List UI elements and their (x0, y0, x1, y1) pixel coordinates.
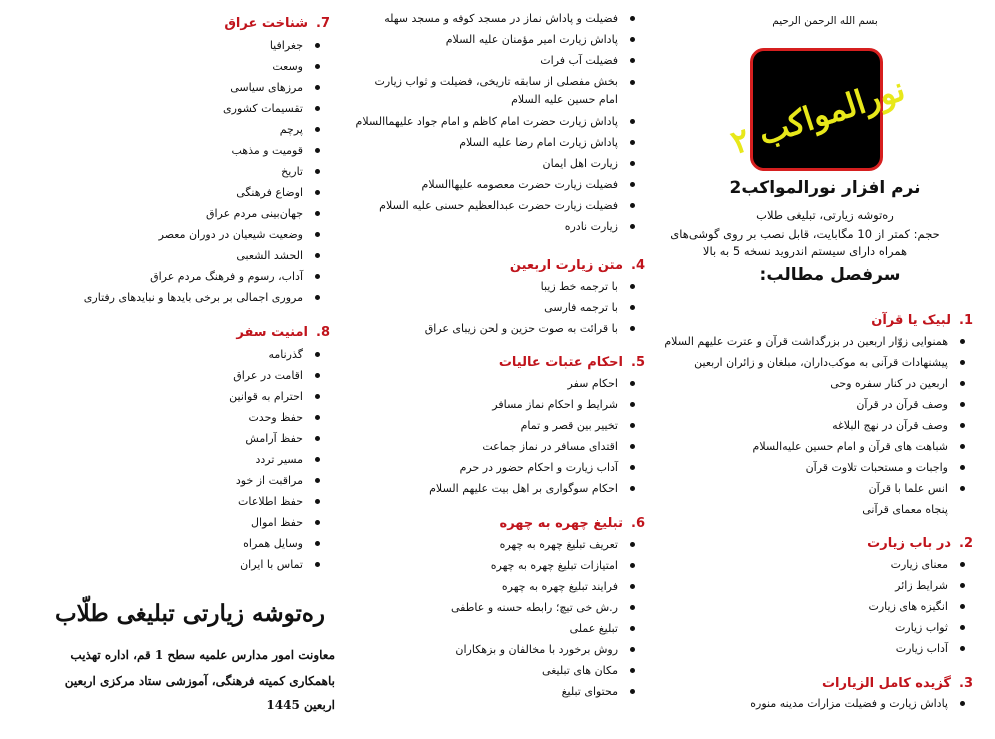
list-item: پاداش زیارت و فضیلت مزارات مدینه منوره (650, 693, 970, 714)
list-item: حفظ اطلاعات (125, 491, 325, 512)
list-item: وصف قرآن در قرآن (650, 394, 970, 415)
list-item: روش برخورد با مخالفان و بزهکاران (355, 639, 640, 660)
list-item: پاداش زیارت حضرت امام کاظم و امام جواد علیهماالسلام (355, 111, 640, 132)
list-item: اقامت در عراق (125, 365, 325, 386)
list-item: فضیلت زیارت حضرت معصومه علیهاالسلام (355, 174, 640, 195)
list-item: معنای زیارت (770, 554, 970, 575)
list-item: ثواب زیارت (770, 617, 970, 638)
list-item: با ترجمه خط زیبا (355, 276, 640, 297)
section-3-list-part1 (650, 693, 970, 714)
section-7-list (40, 35, 325, 308)
section-2-label: در باب زیارت (867, 536, 951, 551)
list-item: وسعت (40, 56, 325, 77)
section-2-number: 2. (959, 536, 973, 551)
list-item: مسیر تردد (125, 449, 325, 470)
app-logo (726, 48, 910, 171)
section-4-title (510, 258, 645, 273)
section-7-number: 7. (316, 16, 330, 31)
section-6-list (355, 534, 640, 702)
section-5-list (355, 373, 640, 499)
list-item: زیارت اهل ایمان (355, 153, 640, 174)
list-item: آداب زیارت (770, 638, 970, 659)
footer-title: ره‌توشه زیارتی تبلیغی طلّاب (54, 600, 326, 627)
section-8-label: امنیت سفر (236, 325, 308, 340)
list-item: مروری اجمالی بر برخی بایدها و نبایدهای رفتاری (40, 287, 325, 308)
list-item: آداب زیارت و احکام حضور در حرم (355, 457, 640, 478)
list-item: تماس با ایران (125, 554, 325, 575)
list-item: پرچم (40, 119, 325, 140)
app-subtitle: ره‌توشه زیارتی، تبلیغی طلاب (756, 208, 894, 222)
app-title: نرم افزار نورالمواکب2 (729, 178, 921, 198)
list-item: وسایل همراه (125, 533, 325, 554)
list-item: اربعین در کنار سفره وحی (650, 373, 970, 394)
list-item: مرزهای سیاسی (40, 77, 325, 98)
list-item: پیشنهادات قرآنی به موکب‌داران، مبلغان و زائران اربعین (650, 352, 970, 373)
list-item: گذرنامه (125, 344, 325, 365)
section-3-label: گزیده کامل الزیارات (821, 676, 951, 691)
list-item: با قرائت به صوت حزین و لحن زیبای عراق (355, 318, 640, 339)
list-item: تخییر بین قصر و تمام (355, 415, 640, 436)
list-item: شرایط زائر (770, 575, 970, 596)
section-3-title (822, 676, 973, 691)
section-1-label: لبیک یا قرآن (871, 313, 951, 328)
logo-text: نورالمواکب ۲ (726, 69, 910, 162)
list-item: فضیلت و پاداش نماز در مسجد کوفه و مسجد سهله (355, 8, 640, 29)
section-8-title (236, 325, 330, 340)
list-item: احکام سوگواری بر اهل بیت علیهم السلام (355, 478, 640, 499)
list-item: امتیازات تبلیغ چهره به چهره (355, 555, 640, 576)
logo-graphic (726, 51, 910, 168)
section-8-number: 8. (316, 325, 330, 340)
list-item: قومیت و مذهب (40, 140, 325, 161)
section-6-number: 6. (631, 516, 645, 531)
list-item: فرایند تبلیغ چهره به چهره (355, 576, 640, 597)
list-item: حفظ اموال (125, 512, 325, 533)
section-2-list (770, 554, 970, 659)
bismillah-text: بسم الله الرحمن الرحیم (772, 15, 878, 27)
list-item: تقسیمات کشوری (40, 98, 325, 119)
list-item: فضیلت آب فرات (355, 50, 640, 71)
section-4-label: متن زیارت اربعین (509, 258, 623, 273)
list-item: واجبات و مستحبات تلاوت قرآن (650, 457, 970, 478)
list-item: زیارت نادره (355, 216, 640, 237)
footer-line-2: باهمکاری کمیته فرهنگی، آموزشی ستاد مرکزی اربعین (64, 674, 335, 688)
list-item: وصف قرآن در نهج البلاغه (650, 415, 970, 436)
section-5-number: 5. (631, 355, 645, 370)
footer-line-3: اربعین 1445 (266, 698, 335, 712)
list-item: الحشد الشعبی (40, 245, 325, 266)
list-item: حفظ آرامش (125, 428, 325, 449)
list-item: پاداش زیارت امام رضا علیه السلام (355, 132, 640, 153)
list-item: تبلیغ عملی (355, 618, 640, 639)
list-item: تعریف تبلیغ چهره به چهره (355, 534, 640, 555)
section-6-label: تبلیغ چهره به چهره (499, 516, 623, 531)
app-requirements: حجم: کمتر از 10 مگابایت، قابل نصب بر روی گوشی‌های همراه دارای سیستم اندروید نسخه 5 به بالا (670, 227, 940, 258)
section-3-list-part2 (355, 8, 640, 237)
list-item: پنجاه معمای قرآنی (862, 503, 948, 516)
section-1-title (871, 313, 973, 328)
list-item: احترام به قوانین (125, 386, 325, 407)
list-item: همنوایی زوّار اربعین در بزرگداشت قرآن و عترت علیهم السلام (650, 331, 970, 352)
footer-line-1: معاونت امور مدارس علمیه سطح 1 قم، اداره تهذیب (70, 648, 335, 662)
list-item: فضیلت زیارت حضرت عبدالعظیم حسنی علیه السلام (355, 195, 640, 216)
list-item: مراقبت از خود (125, 470, 325, 491)
section-8-list (125, 344, 325, 575)
list-item: اقتدای مسافر در نماز جماعت (355, 436, 640, 457)
section-4-list (355, 276, 640, 339)
list-item: انس علما با قرآن (650, 478, 970, 499)
section-2-title (867, 536, 973, 551)
section-1-list (650, 331, 970, 520)
list-item: احکام سفر (355, 373, 640, 394)
list-item: بخش مفصلی از سابقه تاریخی، فضیلت و ثواب زیارت امام حسین علیه السلام (355, 71, 640, 111)
list-item: شباهت های قرآن و امام حسین علیه‌السلام (650, 436, 970, 457)
list-item: آداب، رسوم و فرهنگ مردم عراق (40, 266, 325, 287)
list-item: وضعیت شیعیان در دوران معصر (40, 224, 325, 245)
list-item: با ترجمه فارسی (355, 297, 640, 318)
section-6-title (500, 516, 645, 531)
section-3-number: 3. (959, 676, 973, 691)
section-5-label: احکام عتبات عالیات (498, 355, 623, 370)
list-item: پاداش زیارت امیر مؤمنان علیه السلام (355, 29, 640, 50)
list-item: محتوای تبلیغ (355, 681, 640, 702)
list-item: ر.ش خی تیچ؛ رابطه حسنه و عاطفی (355, 597, 640, 618)
list-item: جغرافیا (40, 35, 325, 56)
list-item: مکان های تبلیغی (355, 660, 640, 681)
list-item: اوضاع فرهنگی (40, 182, 325, 203)
list-item: تاریخ (40, 161, 325, 182)
toc-title: سرفصل مطالب: (759, 265, 901, 285)
section-4-number: 4. (631, 258, 645, 273)
section-7-label: شناخت عراق (224, 16, 308, 31)
list-item: حفظ وحدت (125, 407, 325, 428)
section-5-title (499, 355, 645, 370)
list-item: شرایط و احکام نماز مسافر (355, 394, 640, 415)
list-item: انگیزه های زیارت (770, 596, 970, 617)
section-1-number: 1. (959, 313, 973, 328)
list-item: جهان‌بینی مردم عراق (40, 203, 325, 224)
section-7-title (224, 16, 330, 31)
